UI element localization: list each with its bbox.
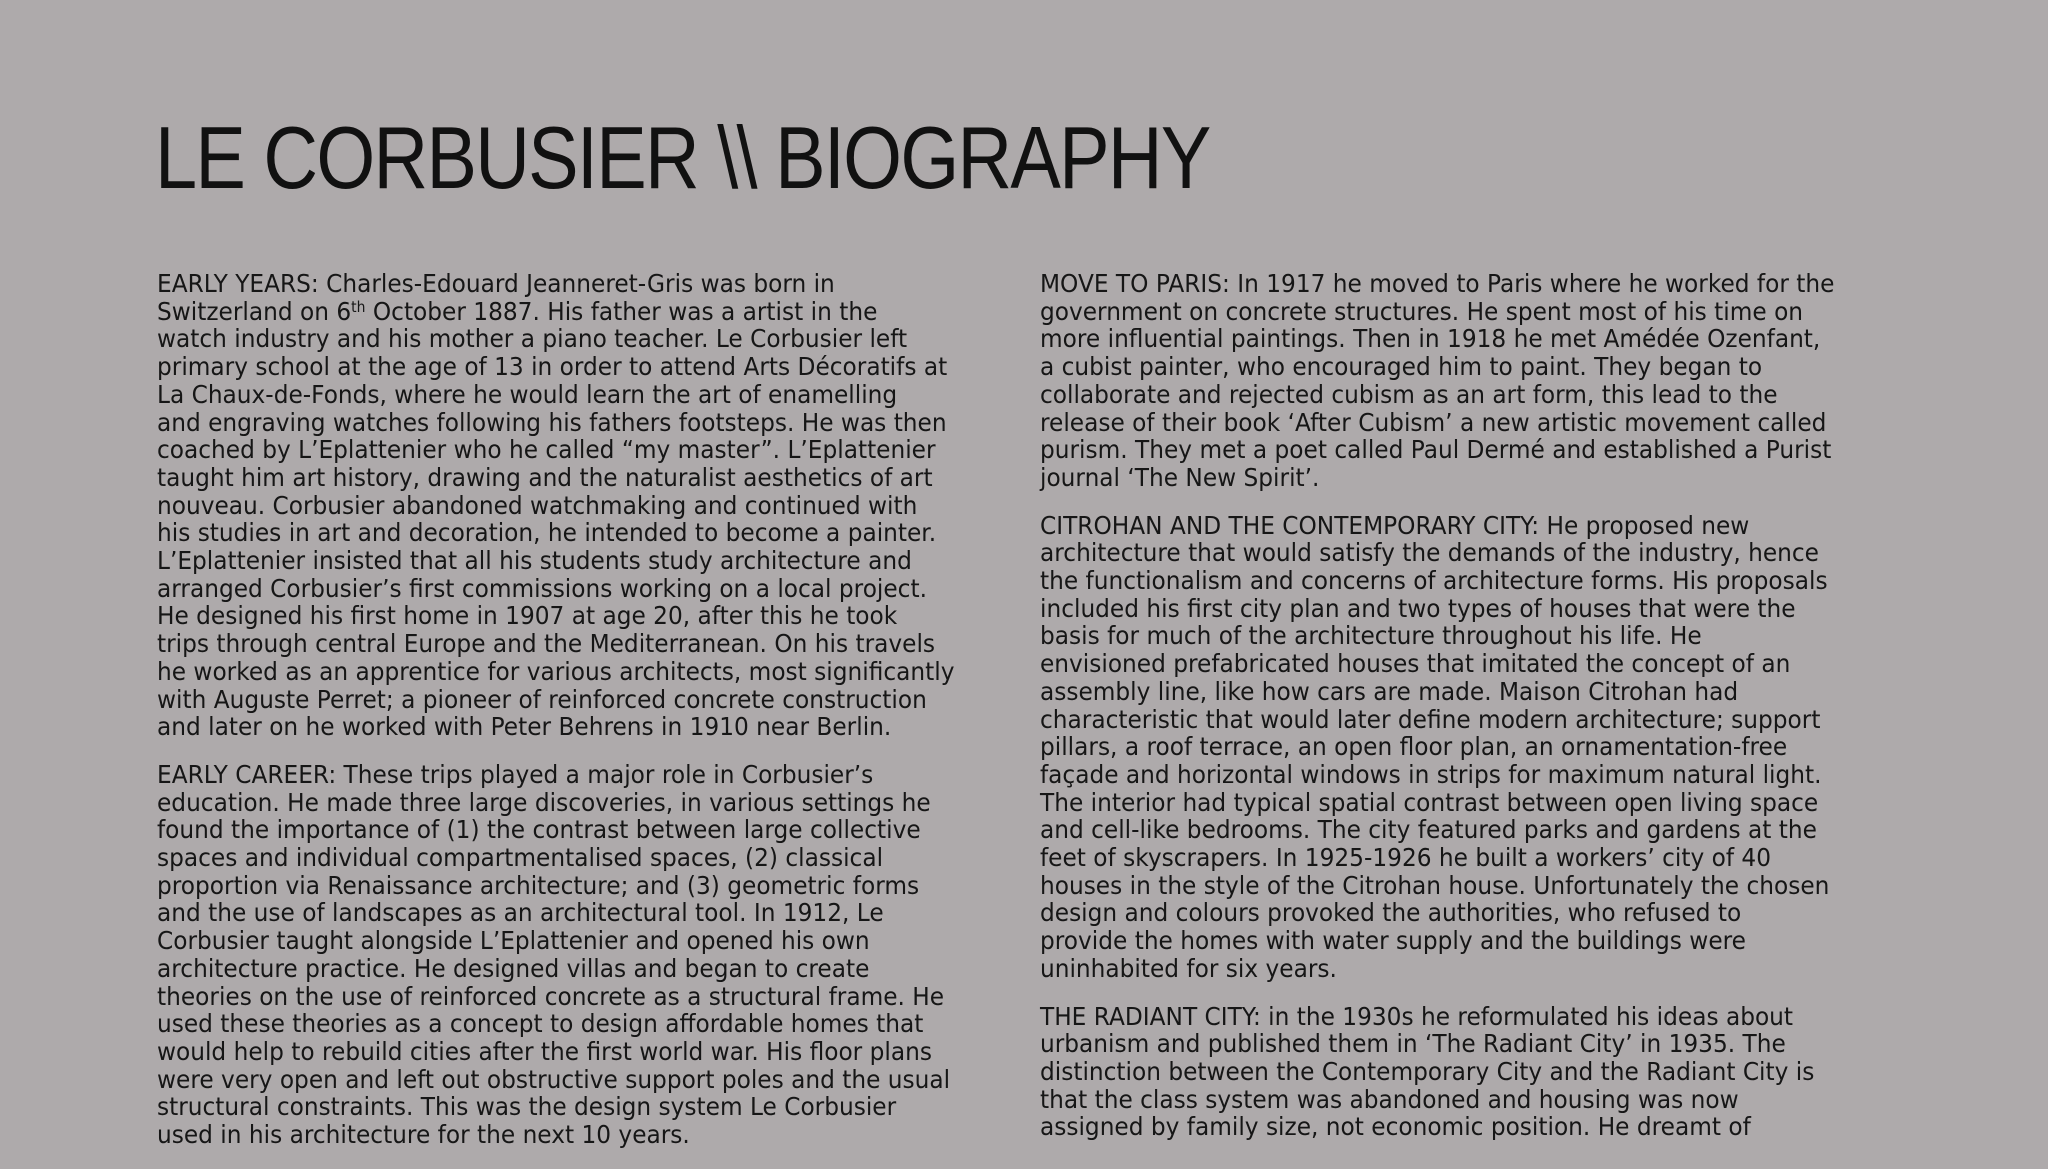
text-line: architecture practice. He designed villas and began to create bbox=[157, 953, 870, 983]
text-line: EARLY CAREER: These trips played a major role in Corbusier’s bbox=[157, 759, 874, 789]
text-line: feet of skyscrapers. In 1925-1926 he built a workers’ city of 40 bbox=[1040, 843, 1772, 873]
text-line: used these theories as a concept to design affordable homes that bbox=[157, 1009, 924, 1039]
text-line: his studies in art and decoration, he intended to become a painter. bbox=[157, 518, 937, 548]
text-line: assembly line, like how cars are made. Maison Citrohan had bbox=[1040, 676, 1739, 706]
text-line: used in his architecture for the next 10 years. bbox=[157, 1120, 690, 1150]
text-line: education. He made three large discoveries, in various settings he bbox=[157, 787, 931, 817]
text-line: La Chaux-de-Fonds, where he would learn the art of enamelling bbox=[157, 379, 898, 409]
paragraph-move-to-paris bbox=[1040, 270, 1858, 492]
text-line: journal ‘The New Spirit’. bbox=[1040, 462, 1320, 492]
text-line: pillars, a roof terrace, an open floor plan, an ornamentation-free bbox=[1040, 732, 1788, 762]
text-line: assigned by family size, not economic position. He dreamt of bbox=[1040, 1112, 1751, 1142]
text-line: structural constraints. This was the design system Le Corbusier bbox=[157, 1092, 897, 1122]
text-line: nouveau. Corbusier abandoned watchmaking and continued with bbox=[157, 490, 918, 520]
slide-title: LE CORBUSIER \\ BIOGRAPHY bbox=[155, 108, 1210, 207]
text-fragment: October 1887. His father was a artist in the bbox=[365, 296, 878, 326]
text-line: distinction between the Contemporary City and the Radiant City is bbox=[1040, 1056, 1815, 1086]
paragraph-early-career bbox=[157, 761, 966, 1149]
text-line: theories on the use of reinforced concrete as a structural frame. He bbox=[157, 981, 945, 1011]
text-line: would help to rebuild cities after the first world war. His floor plans bbox=[157, 1036, 932, 1066]
ordinal-superscript: th bbox=[351, 297, 366, 316]
text-line: L’Eplattenier insisted that all his students study architecture and bbox=[157, 546, 912, 576]
text-line: houses in the style of the Citrohan house. Unfortunately the chosen bbox=[1040, 870, 1830, 900]
text-line: the functionalism and concerns of architecture forms. His proposals bbox=[1040, 566, 1828, 596]
text-line: coached by L’Eplattenier who he called “my master”. L’Eplattenier bbox=[157, 435, 936, 465]
text-line: more influential paintings. Then in 1918 he met Amédée Ozenfant, bbox=[1040, 324, 1821, 354]
text-line: arranged Corbusier’s first commissions working on a local project. bbox=[157, 573, 927, 603]
text-line: were very open and left out obstructive support poles and the usual bbox=[157, 1064, 951, 1094]
text-line: and later on he worked with Peter Behrens in 1910 near Berlin. bbox=[157, 712, 892, 742]
text-line: with Auguste Perret; a pioneer of reinforced concrete construction bbox=[157, 684, 927, 714]
paragraph-citrohan bbox=[1040, 512, 1858, 983]
text-line: and engraving watches following his fathers footsteps. He was then bbox=[157, 407, 947, 437]
text-line: and cell-like bedrooms. The city featured parks and gardens at the bbox=[1040, 815, 1817, 845]
text-line-with-superscript bbox=[157, 298, 966, 326]
text-line: a cubist painter, who encouraged him to paint. They began to bbox=[1040, 352, 1763, 382]
text-line: envisioned prefabricated houses that imitated the concept of an bbox=[1040, 649, 1791, 679]
text-line: proportion via Renaissance architecture; and (3) geometric forms bbox=[157, 870, 920, 900]
text-fragment: Switzerland on 6 bbox=[157, 296, 352, 326]
text-line: spaces and individual compartmentalised spaces, (2) classical bbox=[157, 843, 884, 873]
text-line: Corbusier taught alongside L’Eplattenier and opened his own bbox=[157, 926, 870, 956]
text-line: included his first city plan and two types of houses that were the bbox=[1040, 593, 1796, 623]
text-line: provide the homes with water supply and the buildings were bbox=[1040, 926, 1746, 956]
text-line: basis for much of the architecture throughout his life. He bbox=[1040, 621, 1702, 651]
left-column bbox=[157, 270, 1027, 1169]
text-line: primary school at the age of 13 in order to attend Arts Décoratifs at bbox=[157, 352, 948, 382]
text-line: taught him art history, drawing and the naturalist aesthetics of art bbox=[157, 462, 933, 492]
paragraph-early-years bbox=[157, 270, 966, 741]
text-line: architecture that would satisfy the demands of the industry, hence bbox=[1040, 538, 1819, 568]
text-line: that the class system was abandoned and housing was now bbox=[1040, 1084, 1739, 1114]
text-line: found the importance of (1) the contrast between large collective bbox=[157, 815, 921, 845]
text-line: he worked as an apprentice for various architects, most significantly bbox=[157, 656, 955, 686]
text-line: government on concrete structures. He spent most of his time on bbox=[1040, 296, 1804, 326]
text-line: and the use of landscapes as an architectural tool. In 1912, Le bbox=[157, 898, 884, 928]
right-column bbox=[1040, 270, 1920, 1161]
text-line: THE RADIANT CITY: in the 1930s he reformulated his ideas about bbox=[1040, 1001, 1794, 1031]
text-line: uninhabited for six years. bbox=[1040, 953, 1337, 983]
text-line: MOVE TO PARIS: In 1917 he moved to Paris where he worked for the bbox=[1040, 269, 1835, 298]
text-line: purism. They met a poet called Paul Dermé and established a Purist bbox=[1040, 435, 1832, 465]
text-line: façade and horizontal windows in strips for maximum natural light. bbox=[1040, 759, 1822, 789]
text-line: characteristic that would later define modern architecture; support bbox=[1040, 704, 1821, 734]
text-line: release of their book ‘After Cubism’ a new artistic movement called bbox=[1040, 407, 1827, 437]
text-line: urbanism and published them in ‘The Radiant City’ in 1935. The bbox=[1040, 1029, 1786, 1059]
text-line: EARLY YEARS: Charles-Edouard Jeanneret-Gris was born in bbox=[157, 269, 835, 298]
text-line: watch industry and his mother a piano teacher. Le Corbusier left bbox=[157, 324, 908, 354]
text-line: collaborate and rejected cubism as an art form, this lead to the bbox=[1040, 379, 1778, 409]
text-line: CITROHAN AND THE CONTEMPORARY CITY: He proposed new bbox=[1040, 510, 1750, 540]
paragraph-radiant-city bbox=[1040, 1003, 1858, 1142]
text-line: design and colours provoked the authorities, who refused to bbox=[1040, 898, 1742, 928]
text-line: The interior had typical spatial contrast between open living space bbox=[1040, 787, 1819, 817]
text-line: He designed his first home in 1907 at age 20, after this he took bbox=[157, 601, 898, 631]
text-line: trips through central Europe and the Mediterranean. On his travels bbox=[157, 629, 936, 659]
